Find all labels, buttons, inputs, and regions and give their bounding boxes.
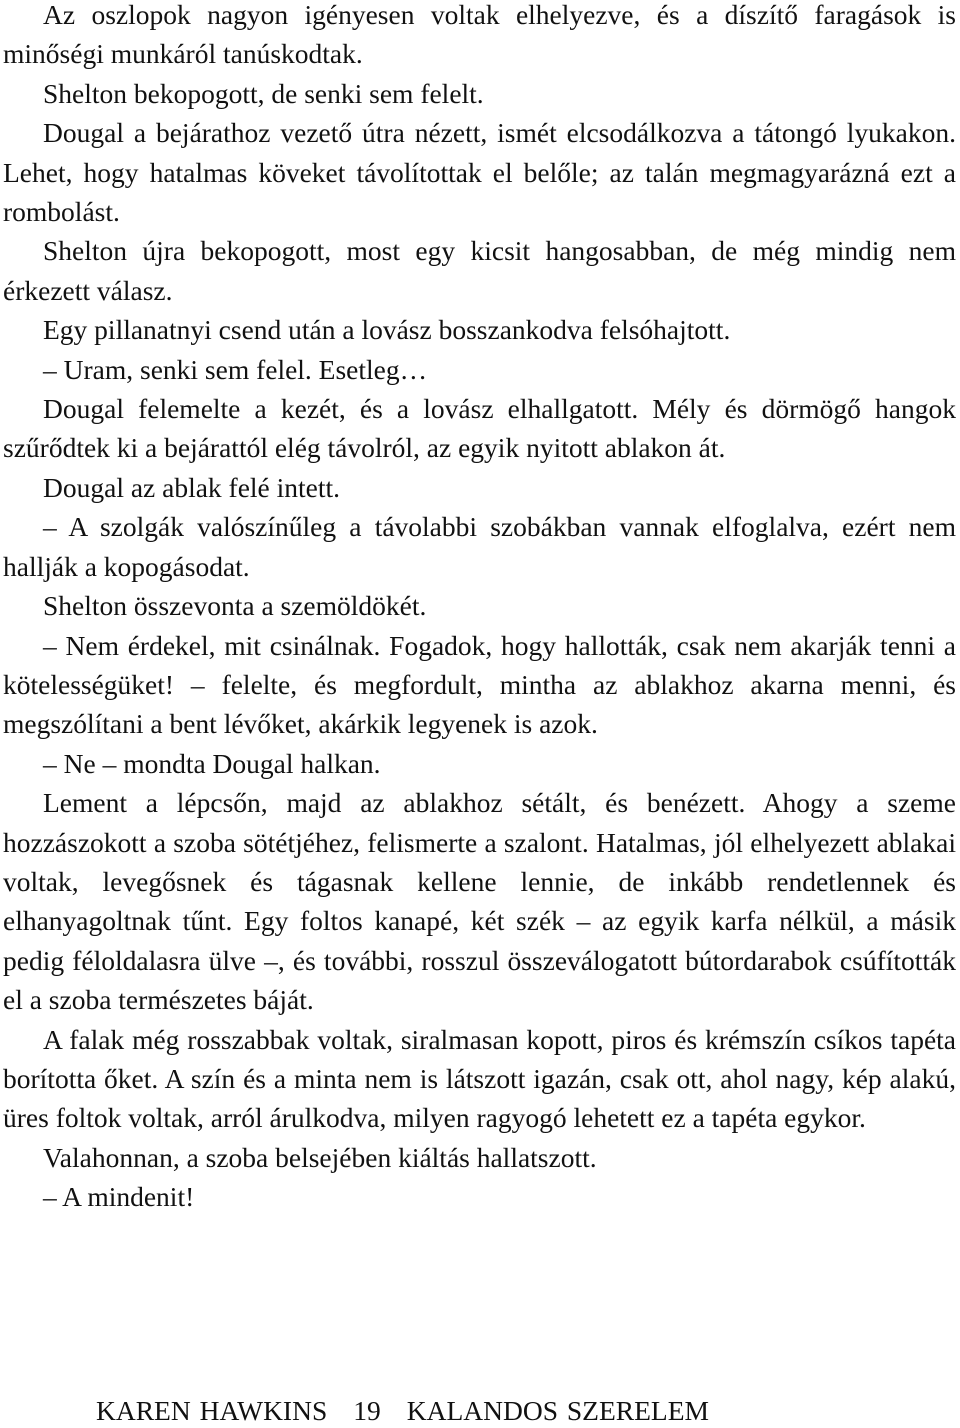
- footer-page-number: 19: [353, 1395, 381, 1426]
- paragraph: – A mindenit!: [43, 1181, 195, 1213]
- body-text: [3, 0, 956, 1217]
- book-page: [3, 0, 956, 1217]
- footer-book-title: KALANDOS SZERELEM: [406, 1395, 709, 1426]
- paragraph: Az oszlopok nagyon igényesen voltak elhelyezve, és a díszítő faragások is minőségi munkáról tanúskodtak.: [3, 0, 956, 70]
- paragraph: Dougal az ablak felé intett.: [43, 471, 341, 503]
- paragraph: – Nem érdekel, mit csinálnak. Fogadok, hogy hallották, csak nem akarják tenni a kötelességüket! – felelte, és megfordult, mintha az ablakhoz akarna menni, és megszólítani a bent lévőket, akárkik legyenek is azok.: [3, 629, 956, 740]
- paragraph: Shelton újra bekopogott, most egy kicsit hangosabban, de még mindig nem érkezett válasz.: [3, 235, 956, 306]
- paragraph: A falak még rosszabbak voltak, siralmasan kopott, piros és krémszín csíkos tapéta borította őket. A szín és a minta nem is látszott igazán, csak ott, ahol nagy, kép alakú, üres foltok voltak, arról árulkodva, milyen ragyogó lehetett ez a tapéta egykor.: [3, 1023, 956, 1134]
- paragraph: Dougal felemelte a kezét, és a lovász elhallgatott. Mély és dörmögő hangok szűrődtek ki a bejárattól elég távolról, az egyik nyitott ablakon át.: [3, 393, 956, 464]
- paragraph: – A szolgák valószínűleg a távolabbi szobákban vannak elfoglalva, ezért nem hallják a kopogásodat.: [3, 511, 956, 582]
- paragraph: Lement a lépcsőn, majd az ablakhoz sétált, és benézett. Ahogy a szeme hozzászokott a szoba sötétjéhez, felismerte a szalont. Hatalmas, jól elhelyezett ablakai voltak, levegősnek és tágasnak kellene lennie, de inkább rendetlennek és elhanyagoltnak tűnt. Egy foltos kanapé, két szék – az egyik karfa nélkül, a másik pedig féloldalasra ülve –, és további, rosszul összeválogatott bútordarabok csúfították el a szoba természetes báját.: [3, 787, 956, 1016]
- page-footer: [96, 1394, 876, 1428]
- paragraph: Dougal a bejárathoz vezető útra nézett, ismét elcsodálkozva a tátongó lyukakon. Lehet, hogy hatalmas köveket távolítottak el belőle; az talán megmagyarázná ezt a rombolást.: [3, 117, 956, 228]
- paragraph: Valahonnan, a szoba belsejében kiáltás hallatszott.: [43, 1141, 597, 1173]
- paragraph: Egy pillanatnyi csend után a lovász bosszankodva felsóhajtott.: [43, 314, 731, 346]
- paragraph: – Ne – mondta Dougal halkan.: [43, 747, 381, 779]
- paragraph: – Uram, senki sem felel. Esetleg…: [43, 353, 428, 385]
- footer-author: KAREN HAWKINS: [96, 1395, 328, 1426]
- paragraph: Shelton összevonta a szemöldökét.: [43, 590, 427, 622]
- paragraph: Shelton bekopogott, de senki sem felelt.: [43, 77, 484, 109]
